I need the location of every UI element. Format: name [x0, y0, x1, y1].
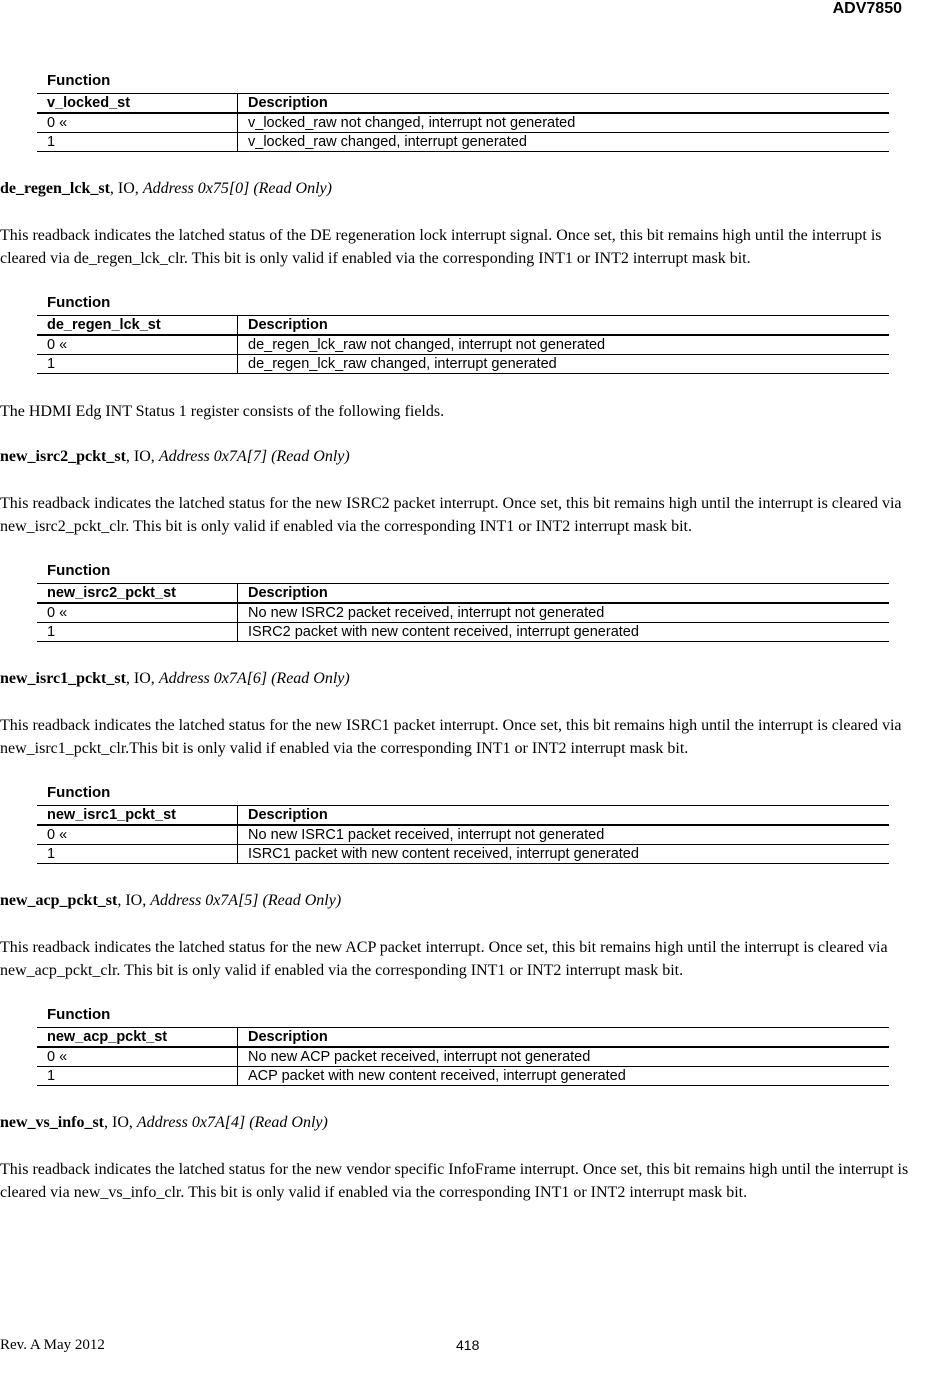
column-header: new_acp_pckt_st: [37, 1028, 238, 1048]
register-description: This readback indicates the latched status for the new vendor specific InfoFrame interrupt. Once set, this bit remains high until the interrupt is cleared via new_vs_info_clr. This bit is only valid if enabled via the corresponding INT1 or INT2 interrupt mask bit.: [0, 1161, 909, 1201]
register-description: This readback indicates the latched status for the new ISRC2 packet interrupt. Once set, this bit remains high until the interrupt is cleared via new_isrc2_pckt_clr. This bit is only valid if enabled via the corresponding INT1 or INT2 interrupt mask bit.: [0, 495, 902, 535]
table-row: [37, 845, 889, 864]
table-caption: Function: [47, 294, 111, 311]
table-cell: v_locked_raw changed, interrupt generated: [238, 133, 890, 152]
table-caption: Function: [47, 562, 111, 579]
register-address: Address 0x7A[5] (Read Only): [150, 892, 342, 909]
register-heading: [0, 448, 350, 466]
column-header: Description: [238, 584, 890, 604]
footer-revision: Rev. A May 2012: [0, 1337, 105, 1353]
column-header: Description: [238, 1028, 890, 1048]
table-cell: 1: [37, 623, 238, 642]
function-table-new-isrc1-pckt-st: [37, 805, 889, 864]
register-type: , IO,: [125, 448, 159, 465]
function-table-v-locked-st: [37, 93, 889, 152]
register-name: new_isrc2_pckt_st: [0, 448, 126, 465]
table-cell: 1: [37, 133, 238, 152]
table-caption: Function: [47, 1006, 111, 1023]
register-name: de_regen_lck_st: [0, 180, 110, 197]
column-header: new_isrc1_pckt_st: [37, 806, 238, 826]
table-row: [37, 113, 889, 133]
table-cell: de_regen_lck_raw changed, interrupt generated: [238, 355, 890, 374]
column-header: Description: [238, 316, 890, 336]
register-type: , IO,: [125, 670, 159, 687]
table-cell: ISRC2 packet with new content received, interrupt generated: [238, 623, 890, 642]
table-cell: ISRC1 packet with new content received, interrupt generated: [238, 845, 890, 864]
table-cell: 1: [37, 845, 238, 864]
page-number: 418: [456, 1337, 480, 1353]
register-heading: [0, 180, 332, 198]
table-cell: 0 «: [37, 113, 238, 133]
column-header: Description: [238, 94, 890, 114]
register-heading: [0, 892, 341, 910]
table-caption: Function: [47, 784, 111, 801]
register-description: This readback indicates the latched status for the new ISRC1 packet interrupt. Once set, this bit remains high until the interrupt is cleared via new_isrc1_pckt_clr.This bit is only valid if enabled via the corresponding INT1 or INT2 interrupt mask bit.: [0, 717, 902, 757]
table-row: [37, 133, 889, 152]
document-title: ADV7850: [832, 0, 902, 17]
function-table-new-isrc2-pckt-st: [37, 583, 889, 642]
table-cell: v_locked_raw not changed, interrupt not generated: [238, 113, 890, 133]
column-header: de_regen_lck_st: [37, 316, 238, 336]
table-cell: 0 «: [37, 1047, 238, 1067]
table-row: [37, 1047, 889, 1067]
register-address: Address 0x7A[4] (Read Only): [136, 1114, 328, 1131]
table-cell: 1: [37, 355, 238, 374]
register-address: Address 0x7A[6] (Read Only): [158, 670, 350, 687]
table-row: [37, 355, 889, 374]
table-cell: No new ACP packet received, interrupt not generated: [238, 1047, 890, 1067]
table-cell: 1: [37, 1067, 238, 1086]
table-cell: 0 «: [37, 825, 238, 845]
register-type: , IO,: [104, 1114, 137, 1131]
register-address: Address 0x7A[7] (Read Only): [158, 448, 350, 465]
table-row: [37, 335, 889, 355]
register-description: This readback indicates the latched status for the new ACP packet interrupt. Once set, this bit remains high until the interrupt is cleared via new_acp_pckt_clr. This bit is only valid if enabled via the corresponding INT1 or INT2 interrupt mask bit.: [0, 939, 888, 979]
register-heading: [0, 670, 350, 688]
table-cell: 0 «: [37, 335, 238, 355]
table-caption: Function: [47, 72, 111, 89]
register-name: new_isrc1_pckt_st: [0, 670, 126, 687]
table-row: [37, 1067, 889, 1086]
column-header: Description: [238, 806, 890, 826]
function-table-de-regen-lck-st: [37, 315, 889, 374]
register-heading: [0, 1114, 328, 1132]
register-address: Address 0x75[0] (Read Only): [142, 180, 332, 197]
register-type: , IO,: [117, 892, 151, 909]
register-type: , IO,: [109, 180, 143, 197]
table-cell: No new ISRC1 packet received, interrupt not generated: [238, 825, 890, 845]
table-row: [37, 623, 889, 642]
register-name: new_acp_pckt_st: [0, 892, 118, 909]
table-row: [37, 603, 889, 623]
column-header: v_locked_st: [37, 94, 238, 114]
table-row: [37, 825, 889, 845]
register-name: new_vs_info_st: [0, 1114, 105, 1131]
column-header: new_isrc2_pckt_st: [37, 584, 238, 604]
table-cell: de_regen_lck_raw not changed, interrupt not generated: [238, 335, 890, 355]
function-table-new-acp-pckt-st: [37, 1027, 889, 1086]
table-cell: ACP packet with new content received, interrupt generated: [238, 1067, 890, 1086]
table-cell: No new ISRC2 packet received, interrupt not generated: [238, 603, 890, 623]
table-cell: 0 «: [37, 603, 238, 623]
section-intro: The HDMI Edg INT Status 1 register consists of the following fields.: [0, 403, 445, 420]
register-description: This readback indicates the latched status of the DE regeneration lock interrupt signal. Once set, this bit remains high until the interrupt is cleared via de_regen_lck_clr. This bit is only valid if enabled via the corresponding INT1 or INT2 interrupt mask bit.: [0, 227, 882, 267]
